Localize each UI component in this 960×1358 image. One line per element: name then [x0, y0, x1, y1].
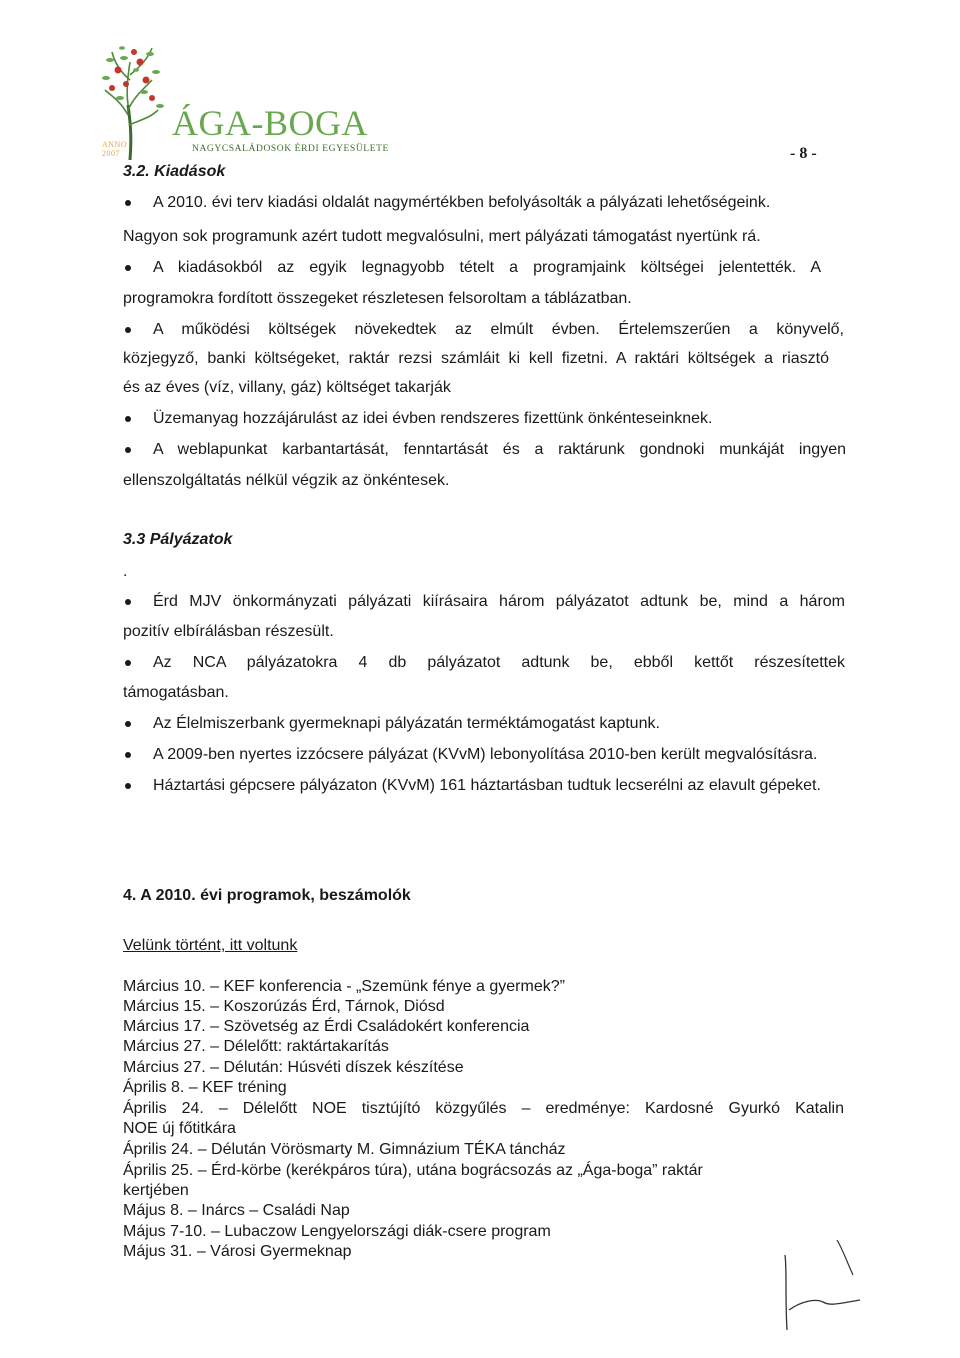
event-row: Május 8. – Inárcs – Családi Nap [123, 1202, 350, 1219]
event-row: Április 25. – Érd-körbe (kerékpáros túra), utána bográcsozás az „Ága-boga” raktár [123, 1162, 703, 1179]
event-row: Március 15. – Koszorúzás Érd, Tárnok, Diósd [123, 998, 445, 1015]
logo-name: ÁGA-BOGA [172, 103, 368, 143]
signature-mark [775, 1240, 865, 1340]
event-row: Március 10. – KEF konferencia - „Szemünk fénye a gyermek?” [123, 978, 565, 995]
section-subtitle: Velünk történt, itt voltunk [123, 937, 298, 954]
logo-subtitle: NAGYCSALÁDOSOK ÉRDI EGYESÜLETE [192, 144, 389, 154]
logo-anno: ANNO 2007 [102, 140, 128, 158]
list-item: Háztartási gépcsere pályázaton (KVvM) 161 háztartásban tudtuk lecserélni az elavult gépeket. [153, 777, 821, 794]
list-item-continuation: támogatásban. [123, 684, 229, 701]
section-title-palyazatok: 3.3 Pályázatok [123, 531, 233, 548]
event-row-continuation: NOE új főtitkára [123, 1120, 236, 1137]
list-item-continuation: ellenszolgáltatás nélkül végzik az önkéntesek. [123, 472, 450, 489]
page-number: - 8 - [790, 145, 817, 162]
stray-dot: . [123, 563, 128, 580]
list-item-continuation: pozitív elbírálásban részesült. [123, 623, 334, 640]
event-row: Május 31. – Városi Gyermeknap [123, 1243, 352, 1260]
association-logo [100, 40, 400, 160]
list-item: Üzemanyag hozzájárulást az idei évben rendszeres fizettünk önkénteseinknek. [153, 410, 713, 427]
event-row: Március 27. – Délután: Húsvéti díszek készítése [123, 1059, 464, 1076]
list-item-continuation: Nagyon sok programunk azért tudott megvalósulni, mert pályázati támogatást nyertünk rá. [123, 228, 761, 245]
event-row: Április 8. – KEF tréning [123, 1079, 287, 1096]
event-row: Április 24. – Délelőtt NOE tisztújító közgyűlés – eredménye: Kardosné Gyurkó Katalin [123, 1100, 844, 1117]
event-row: Március 27. – Délelőtt: raktártakarítás [123, 1038, 389, 1055]
list-item: A 2010. évi terv kiadási oldalát nagymértékben befolyásolták a pályázati lehetőségeink. [153, 194, 771, 211]
event-row: Március 17. – Szövetség az Érdi Családokért konferencia [123, 1018, 530, 1035]
section-title-programs: 4. A 2010. évi programok, beszámolók [123, 887, 411, 904]
list-item: Az NCA pályázatokra 4 db pályázatot adtunk be, ebből kettőt részesítettek [153, 654, 845, 671]
list-item-continuation: közjegyző, banki költségeket, raktár rezsi számláit ki kell fizetni. A raktári költségek a riasztó [123, 350, 829, 367]
list-item: A működési költségek növekedtek az elmúlt évben. Értelemszerűen a könyvelő, [153, 321, 844, 338]
list-item: A kiadásokból az egyik legnagyobb tételt a programjaink költségei jelentették. A [153, 259, 821, 276]
list-item: Érd MJV önkormányzati pályázati kiírásaira három pályázatot adtunk be, mind a három [153, 593, 845, 610]
list-item-continuation: programokra fordított összegeket részletesen felsoroltam a táblázatban. [123, 290, 632, 307]
event-row: Április 24. – Délután Vörösmarty M. Gimnázium TÉKA táncház [123, 1141, 566, 1158]
event-row: Május 7-10. – Lubaczow Lengyelországi diák-csere program [123, 1223, 551, 1240]
list-item: A weblapunkat karbantartását, fenntartását és a raktárunk gondnoki munkáját ingyen [153, 441, 846, 458]
list-item: A 2009-ben nyertes izzócsere pályázat (KVvM) lebonyolítása 2010-ben került megvalósításra. [153, 746, 818, 763]
list-item: Az Élelmiszerbank gyermeknapi pályázatán terméktámogatást kaptunk. [153, 715, 660, 732]
section-title-kiadasok: 3.2. Kiadások [123, 163, 226, 180]
list-item-continuation: és az éves (víz, villany, gáz) költséget takarják [123, 379, 451, 396]
event-row-continuation: kertjében [123, 1182, 189, 1199]
